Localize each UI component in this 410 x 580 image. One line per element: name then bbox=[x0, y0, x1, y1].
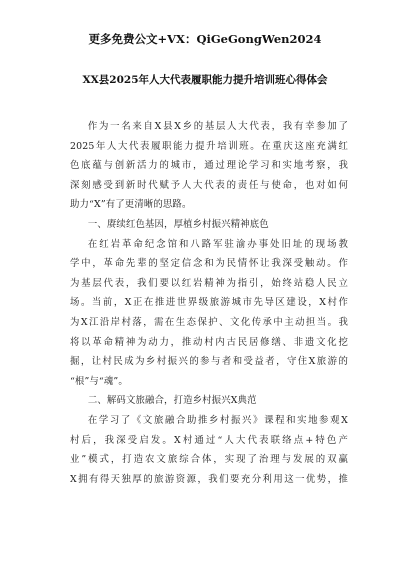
body-line: “根”与“魂”。 bbox=[70, 375, 128, 387]
body-line: 在学习了《文旅融合助推乡村振兴》课程和实地参观X bbox=[87, 414, 348, 426]
body-line: 一、赓续红色基因，厚植乡村振兴精神底色 bbox=[87, 218, 269, 230]
body-line: 作为一名来自X县X乡的基层人大代表，我有幸参加了 bbox=[87, 121, 348, 132]
body-line: 色底蕴与创新活力的城市，通过理论学习和实地考察，我 bbox=[70, 160, 348, 172]
body-line: 掘，让村民成为乡村振兴的参与者和受益者，守住X旅游的 bbox=[70, 356, 348, 368]
body-line: 2025年人大代表履职能力提升培训班。在重庆这座充满红 bbox=[70, 140, 348, 152]
body-line: 在红岩革命纪念馆和八路军驻渝办事处旧址的现场教 bbox=[87, 238, 348, 250]
body-line: 学中，革命先辈的坚定信念和为民情怀让我深受触动。作 bbox=[70, 258, 348, 270]
body-line: 深刻感受到新时代赋予人大代表的责任与使命，也对如何 bbox=[70, 179, 348, 191]
body-line: X拥有得天独厚的旅游资源，我们要充分利用这一优势，推 bbox=[70, 473, 348, 485]
body-line: 二、解码文旅融合，打造乡村振兴X典范 bbox=[87, 395, 257, 407]
body-line: 村后，我深受启发。X村通过“人大代表联络点+特色产 bbox=[70, 434, 348, 446]
body-line: 业”模式，打造农文旅综合体，实现了治理与发展的双赢 bbox=[70, 454, 348, 466]
body-line: 为基层代表，我们要以红岩精神为指引，始终站稳人民立 bbox=[70, 277, 348, 289]
promo-header: 更多免费公文+VX：QiGeGongWen2024 bbox=[88, 32, 322, 46]
body-line: 场。当前，X正在推进世界级旅游城市先导区建设，X村作 bbox=[70, 297, 348, 309]
body-line: 为X江沿岸村落，需在生态保护、文化传承中主动担当。我 bbox=[70, 316, 348, 328]
body-line: 将以革命精神为动力，推动村内古民居修缮、非遗文化挖 bbox=[70, 336, 348, 348]
document-title: XX县2025年人大代表履职能力提升培训班心得体会 bbox=[82, 74, 328, 86]
document-body bbox=[70, 117, 348, 489]
body-line: 助力“X”有了更清晰的思路。 bbox=[70, 199, 192, 211]
